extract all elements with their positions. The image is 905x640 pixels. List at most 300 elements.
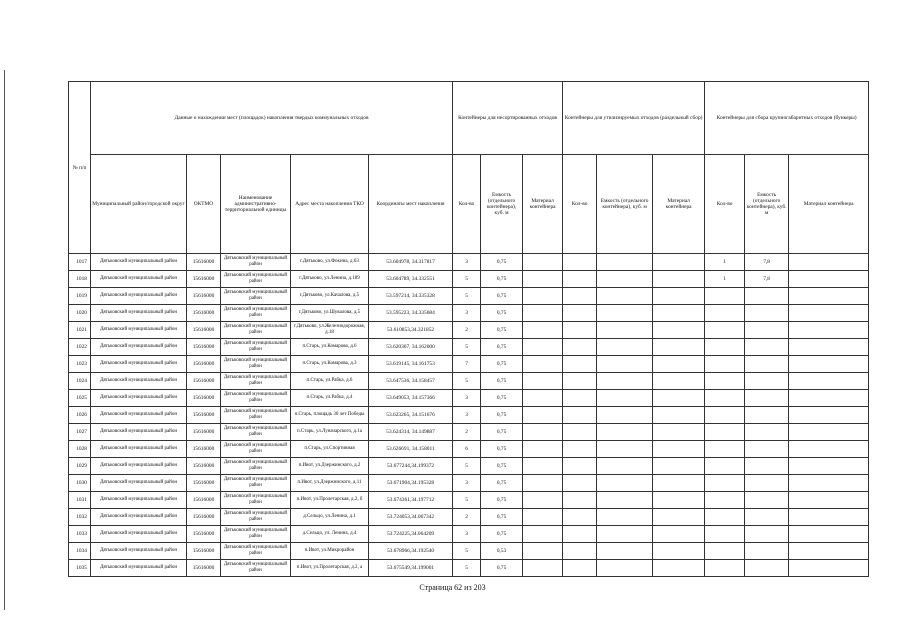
cell-sorted-qty	[563, 271, 597, 288]
cell-bulky-material	[789, 543, 869, 560]
cell-bulky-material	[789, 424, 869, 441]
cell-settlement: Дятьковский муниципальный район	[221, 339, 291, 356]
cell-settlement: Дятьковский муниципальный район	[221, 356, 291, 373]
cell-material	[523, 560, 563, 577]
cell-sorted-material	[653, 492, 705, 509]
cell-bulky-capacity	[745, 543, 789, 560]
cell-sorted-qty	[563, 458, 597, 475]
cell-number: 1027	[69, 424, 91, 441]
cell-sorted-material	[653, 441, 705, 458]
cell-qty: 3	[453, 390, 481, 407]
cell-coords: 53.671904,34.195328	[369, 475, 453, 492]
header-sorted-qty: Кол-во	[563, 155, 597, 254]
cell-material	[523, 526, 563, 543]
cell-bulky-capacity	[745, 475, 789, 492]
table-body	[69, 254, 869, 577]
cell-oktmo: 15616000	[187, 526, 221, 543]
cell-address: г.Дятьково, ул.Железнодорожная, д.18	[291, 322, 369, 339]
table-row	[69, 475, 869, 492]
cell-bulky-qty	[705, 458, 745, 475]
cell-address: г.Дятьково, ул.Фокина, д.63	[291, 254, 369, 271]
cell-settlement: Дятьковский муниципальный район	[221, 475, 291, 492]
cell-bulky-qty	[705, 339, 745, 356]
cell-address: г.Дятьково, ул.Ленина, д.189	[291, 271, 369, 288]
cell-bulky-material	[789, 322, 869, 339]
cell-qty: 3	[453, 305, 481, 322]
cell-district: Дятьковский муниципальный район	[91, 373, 187, 390]
cell-coords: 53.678966,34.192540	[369, 543, 453, 560]
cell-bulky-capacity	[745, 441, 789, 458]
cell-bulky-material	[789, 526, 869, 543]
cell-qty: 5	[453, 543, 481, 560]
table-row	[69, 492, 869, 509]
cell-sorted-capacity	[597, 526, 653, 543]
cell-qty: 3	[453, 475, 481, 492]
cell-coords: 53.649053, 34.157366	[369, 390, 453, 407]
cell-district: Дятьковский муниципальный район	[91, 288, 187, 305]
cell-bulky-capacity	[745, 356, 789, 373]
cell-bulky-material	[789, 254, 869, 271]
cell-qty: 5	[453, 339, 481, 356]
cell-capacity: 0,75	[481, 271, 523, 288]
cell-settlement: Дятьковский муниципальный район	[221, 322, 291, 339]
cell-material	[523, 441, 563, 458]
cell-bulky-material	[789, 475, 869, 492]
cell-settlement: Дятьковский муниципальный район	[221, 509, 291, 526]
cell-qty: 2	[453, 509, 481, 526]
cell-sorted-capacity	[597, 322, 653, 339]
cell-oktmo: 15616000	[187, 322, 221, 339]
cell-capacity: 0,75	[481, 407, 523, 424]
cell-address: д.Сельцо, ул. Ленина, д.4	[291, 526, 369, 543]
cell-settlement: Дятьковский муниципальный район	[221, 458, 291, 475]
table-row	[69, 543, 869, 560]
header-group-main: Данные о нахождении мест (площадок) накопления твердых коммунальных отходов	[91, 82, 453, 155]
cell-sorted-capacity	[597, 390, 653, 407]
header-bulky-qty: Кол-во	[705, 155, 745, 254]
cell-coords: 53.647536, 34.158457	[369, 373, 453, 390]
cell-address: п.Ивот, ул.Пролетарская, д.2, б	[291, 492, 369, 509]
header-address: Адрес места накопления ТКО	[291, 155, 369, 254]
cell-material	[523, 339, 563, 356]
cell-bulky-qty	[705, 424, 745, 441]
cell-capacity: 0,75	[481, 475, 523, 492]
cell-qty: 2	[453, 322, 481, 339]
cell-sorted-capacity	[597, 339, 653, 356]
table-row	[69, 305, 869, 322]
table-row	[69, 339, 869, 356]
cell-bulky-qty	[705, 441, 745, 458]
table-row	[69, 322, 869, 339]
cell-material	[523, 373, 563, 390]
cell-sorted-qty	[563, 407, 597, 424]
cell-sorted-capacity	[597, 288, 653, 305]
cell-sorted-qty	[563, 509, 597, 526]
cell-oktmo: 15616000	[187, 475, 221, 492]
cell-capacity: 0,75	[481, 305, 523, 322]
header-num: № п/п	[69, 82, 91, 254]
cell-bulky-material	[789, 288, 869, 305]
cell-address: г.Дятьково, ул.Шувалова, д.5	[291, 305, 369, 322]
cell-number: 1026	[69, 407, 91, 424]
cell-sorted-material	[653, 526, 705, 543]
cell-coords: 53.604978, 34.317817	[369, 254, 453, 271]
cell-capacity: 0,53	[481, 543, 523, 560]
header-sorted-material: Материал контейнера	[653, 155, 705, 254]
cell-material	[523, 492, 563, 509]
cell-capacity: 0,75	[481, 322, 523, 339]
cell-sorted-capacity	[597, 271, 653, 288]
cell-material	[523, 322, 563, 339]
cell-qty: 5	[453, 492, 481, 509]
cell-oktmo: 15616000	[187, 407, 221, 424]
cell-sorted-material	[653, 288, 705, 305]
cell-bulky-qty	[705, 560, 745, 577]
cell-bulky-qty	[705, 322, 745, 339]
cell-material	[523, 271, 563, 288]
cell-address: п.Старь, ул.Спортивная	[291, 441, 369, 458]
cell-district: Дятьковский муниципальный район	[91, 458, 187, 475]
cell-coords: 53.597214, 34.335328	[369, 288, 453, 305]
cell-oktmo: 15616000	[187, 288, 221, 305]
cell-sorted-qty	[563, 441, 597, 458]
cell-capacity: 0,75	[481, 526, 523, 543]
table-row	[69, 560, 869, 577]
page-counter: Страница 62 из 203	[419, 583, 486, 592]
cell-coords: 53.724225,34.064209	[369, 526, 453, 543]
cell-coords: 53.624314, 34.149887	[369, 424, 453, 441]
cell-sorted-material	[653, 475, 705, 492]
cell-number: 1024	[69, 373, 91, 390]
cell-coords: 53.724053,34.067342	[369, 509, 453, 526]
cell-sorted-capacity	[597, 560, 653, 577]
cell-bulky-capacity: 7,8	[745, 254, 789, 271]
cell-coords: 53.619145, 34.161753	[369, 356, 453, 373]
cell-bulky-capacity	[745, 526, 789, 543]
cell-bulky-material	[789, 390, 869, 407]
cell-sorted-capacity	[597, 305, 653, 322]
cell-qty: 5	[453, 373, 481, 390]
header-qty: Кол-во	[453, 155, 481, 254]
cell-number: 1023	[69, 356, 91, 373]
cell-coords: 53.674361,34.197712	[369, 492, 453, 509]
cell-sorted-capacity	[597, 373, 653, 390]
header-row-columns	[69, 155, 869, 254]
scan-edge-line	[4, 70, 5, 610]
cell-sorted-qty	[563, 322, 597, 339]
cell-oktmo: 15616000	[187, 356, 221, 373]
cell-sorted-qty	[563, 492, 597, 509]
cell-coords: 53.675549,34.199001	[369, 560, 453, 577]
cell-material	[523, 305, 563, 322]
cell-oktmo: 15616000	[187, 339, 221, 356]
cell-bulky-qty	[705, 407, 745, 424]
cell-sorted-capacity	[597, 424, 653, 441]
cell-qty: 5	[453, 271, 481, 288]
header-district: Муниципальный район/городской округ	[91, 155, 187, 254]
cell-bulky-material	[789, 339, 869, 356]
cell-district: Дятьковский муниципальный район	[91, 407, 187, 424]
cell-sorted-material	[653, 271, 705, 288]
cell-number: 1020	[69, 305, 91, 322]
cell-sorted-qty	[563, 560, 597, 577]
header-bulky-capacity: Емкость (отдельного контейнера), куб. м	[745, 155, 789, 254]
cell-district: Дятьковский муниципальный район	[91, 526, 187, 543]
cell-district: Дятьковский муниципальный район	[91, 254, 187, 271]
cell-settlement: Дятьковский муниципальный район	[221, 271, 291, 288]
cell-sorted-material	[653, 560, 705, 577]
cell-material	[523, 356, 563, 373]
cell-settlement: Дятьковский муниципальный район	[221, 424, 291, 441]
cell-oktmo: 15616000	[187, 305, 221, 322]
cell-bulky-material	[789, 271, 869, 288]
cell-capacity: 0,75	[481, 424, 523, 441]
cell-sorted-material	[653, 339, 705, 356]
cell-address: п.Старь, ул.Комарова, д.6	[291, 339, 369, 356]
header-bulky-material: Материал контейнера	[789, 155, 869, 254]
header-settlement: Наименование административно-территориальной единицы	[221, 155, 291, 254]
cell-material	[523, 475, 563, 492]
cell-bulky-qty	[705, 475, 745, 492]
cell-bulky-qty	[705, 390, 745, 407]
cell-sorted-qty	[563, 526, 597, 543]
cell-oktmo: 15616000	[187, 543, 221, 560]
cell-capacity: 0,75	[481, 288, 523, 305]
cell-sorted-capacity	[597, 492, 653, 509]
cell-bulky-qty	[705, 509, 745, 526]
cell-district: Дятьковский муниципальный район	[91, 441, 187, 458]
cell-qty: 3	[453, 254, 481, 271]
cell-bulky-capacity	[745, 288, 789, 305]
cell-settlement: Дятьковский муниципальный район	[221, 254, 291, 271]
cell-district: Дятьковский муниципальный район	[91, 560, 187, 577]
cell-district: Дятьковский муниципальный район	[91, 543, 187, 560]
cell-bulky-capacity	[745, 509, 789, 526]
cell-bulky-material	[789, 509, 869, 526]
cell-bulky-material	[789, 458, 869, 475]
cell-sorted-capacity	[597, 458, 653, 475]
table-row	[69, 407, 869, 424]
cell-address: п.Ивот, ул.Пролетарская, д.2, а	[291, 560, 369, 577]
cell-material	[523, 458, 563, 475]
cell-qty: 7	[453, 356, 481, 373]
cell-district: Дятьковский муниципальный район	[91, 305, 187, 322]
cell-oktmo: 15616000	[187, 373, 221, 390]
cell-capacity: 0,75	[481, 390, 523, 407]
cell-bulky-qty	[705, 305, 745, 322]
header-sorted-capacity: Емкость (отдельного контейнера), куб. м	[597, 155, 653, 254]
cell-sorted-qty	[563, 254, 597, 271]
cell-bulky-capacity	[745, 407, 789, 424]
cell-qty: 3	[453, 526, 481, 543]
cell-bulky-capacity	[745, 458, 789, 475]
cell-sorted-material	[653, 458, 705, 475]
header-row-groups	[69, 82, 869, 155]
cell-capacity: 0,75	[481, 458, 523, 475]
cell-bulky-material	[789, 441, 869, 458]
cell-bulky-qty	[705, 356, 745, 373]
cell-address: п.Ивот, ул.Микрорайон	[291, 543, 369, 560]
cell-oktmo: 15616000	[187, 509, 221, 526]
cell-settlement: Дятьковский муниципальный район	[221, 390, 291, 407]
cell-coords: 53.623265, 34.151676	[369, 407, 453, 424]
cell-coords: 53.610853,34.321852	[369, 322, 453, 339]
cell-sorted-material	[653, 509, 705, 526]
cell-coords: 53.626691, 34.158011	[369, 441, 453, 458]
cell-qty: 5	[453, 288, 481, 305]
cell-bulky-capacity	[745, 322, 789, 339]
cell-qty: 2	[453, 424, 481, 441]
cell-number: 1035	[69, 560, 91, 577]
cell-oktmo: 15616000	[187, 441, 221, 458]
cell-bulky-qty	[705, 288, 745, 305]
cell-settlement: Дятьковский муниципальный район	[221, 407, 291, 424]
cell-material	[523, 407, 563, 424]
cell-settlement: Дятьковский муниципальный район	[221, 560, 291, 577]
cell-sorted-qty	[563, 390, 597, 407]
cell-sorted-material	[653, 373, 705, 390]
cell-number: 1017	[69, 254, 91, 271]
cell-sorted-material	[653, 424, 705, 441]
cell-number: 1031	[69, 492, 91, 509]
cell-bulky-capacity: 7,8	[745, 271, 789, 288]
cell-material	[523, 509, 563, 526]
cell-coords: 53.620367, 34.162000	[369, 339, 453, 356]
cell-bulky-qty	[705, 543, 745, 560]
header-oktmo: ОКТМО	[187, 155, 221, 254]
cell-settlement: Дятьковский муниципальный район	[221, 305, 291, 322]
cell-number: 1021	[69, 322, 91, 339]
cell-material	[523, 254, 563, 271]
header-group-unsorted: Контейнеры для несортированных отходов	[453, 82, 563, 155]
table-row	[69, 288, 869, 305]
cell-oktmo: 15616000	[187, 492, 221, 509]
cell-bulky-material	[789, 407, 869, 424]
table-row	[69, 441, 869, 458]
table-row	[69, 254, 869, 271]
cell-capacity: 0,75	[481, 509, 523, 526]
header-group-sorted: Контейнеры для утилизируемых отходов (раздельный сбор)	[563, 82, 705, 155]
table-row	[69, 458, 869, 475]
cell-bulky-capacity	[745, 560, 789, 577]
cell-qty: 6	[453, 441, 481, 458]
cell-number: 1030	[69, 475, 91, 492]
cell-sorted-qty	[563, 373, 597, 390]
table-row	[69, 373, 869, 390]
cell-capacity: 0,75	[481, 339, 523, 356]
cell-sorted-qty	[563, 356, 597, 373]
cell-number: 1029	[69, 458, 91, 475]
cell-material	[523, 424, 563, 441]
waste-sites-table	[68, 81, 869, 577]
cell-district: Дятьковский муниципальный район	[91, 390, 187, 407]
cell-sorted-capacity	[597, 356, 653, 373]
header-material: Материал контейнера	[523, 155, 563, 254]
cell-qty: 3	[453, 407, 481, 424]
cell-address: г.Дятьково, ул.Качалова, д.5	[291, 288, 369, 305]
table-row	[69, 356, 869, 373]
cell-sorted-material	[653, 390, 705, 407]
table-row	[69, 526, 869, 543]
cell-settlement: Дятьковский муниципальный район	[221, 543, 291, 560]
cell-sorted-material	[653, 407, 705, 424]
cell-sorted-capacity	[597, 509, 653, 526]
cell-sorted-material	[653, 254, 705, 271]
cell-oktmo: 15616000	[187, 560, 221, 577]
cell-address: п.Старь, площадь 30 лет Победы	[291, 407, 369, 424]
cell-oktmo: 15616000	[187, 424, 221, 441]
cell-settlement: Дятьковский муниципальный район	[221, 526, 291, 543]
cell-sorted-capacity	[597, 254, 653, 271]
cell-bulky-material	[789, 305, 869, 322]
cell-capacity: 0,75	[481, 560, 523, 577]
cell-district: Дятьковский муниципальный район	[91, 339, 187, 356]
cell-coords: 53.677244,34.199372	[369, 458, 453, 475]
table-row	[69, 271, 869, 288]
cell-district: Дятьковский муниципальный район	[91, 424, 187, 441]
cell-sorted-qty	[563, 339, 597, 356]
cell-sorted-material	[653, 322, 705, 339]
cell-bulky-qty	[705, 492, 745, 509]
cell-sorted-qty	[563, 543, 597, 560]
cell-bulky-material	[789, 356, 869, 373]
cell-sorted-capacity	[597, 407, 653, 424]
cell-sorted-qty	[563, 305, 597, 322]
cell-bulky-material	[789, 560, 869, 577]
cell-district: Дятьковский муниципальный район	[91, 509, 187, 526]
cell-oktmo: 15616000	[187, 458, 221, 475]
cell-number: 1033	[69, 526, 91, 543]
cell-sorted-material	[653, 305, 705, 322]
cell-capacity: 0,75	[481, 356, 523, 373]
cell-sorted-qty	[563, 288, 597, 305]
header-coords: Координаты мест накопления	[369, 155, 453, 254]
cell-number: 1028	[69, 441, 91, 458]
cell-oktmo: 15616000	[187, 271, 221, 288]
cell-oktmo: 15616000	[187, 254, 221, 271]
cell-sorted-capacity	[597, 475, 653, 492]
cell-capacity: 0,75	[481, 441, 523, 458]
cell-number: 1018	[69, 271, 91, 288]
cell-capacity: 0,75	[481, 373, 523, 390]
cell-bulky-qty: 1	[705, 271, 745, 288]
cell-district: Дятьковский муниципальный район	[91, 322, 187, 339]
table-row	[69, 509, 869, 526]
cell-capacity: 0,75	[481, 492, 523, 509]
cell-qty: 5	[453, 458, 481, 475]
cell-bulky-capacity	[745, 390, 789, 407]
header-capacity: Емкость (отдельного контейнера), куб. м	[481, 155, 523, 254]
cell-material	[523, 543, 563, 560]
cell-bulky-capacity	[745, 492, 789, 509]
cell-district: Дятьковский муниципальный район	[91, 356, 187, 373]
table-row	[69, 424, 869, 441]
cell-number: 1019	[69, 288, 91, 305]
cell-material	[523, 288, 563, 305]
cell-bulky-capacity	[745, 339, 789, 356]
cell-bulky-capacity	[745, 305, 789, 322]
cell-bulky-qty	[705, 526, 745, 543]
cell-capacity: 0,75	[481, 254, 523, 271]
cell-oktmo: 15616000	[187, 390, 221, 407]
cell-address: п.Старь, ул.Луначарского, д.1а	[291, 424, 369, 441]
cell-sorted-capacity	[597, 441, 653, 458]
cell-district: Дятьковский муниципальный район	[91, 492, 187, 509]
cell-number: 1034	[69, 543, 91, 560]
cell-coords: 53.595223, 34.335684	[369, 305, 453, 322]
cell-bulky-qty: 1	[705, 254, 745, 271]
cell-sorted-material	[653, 543, 705, 560]
